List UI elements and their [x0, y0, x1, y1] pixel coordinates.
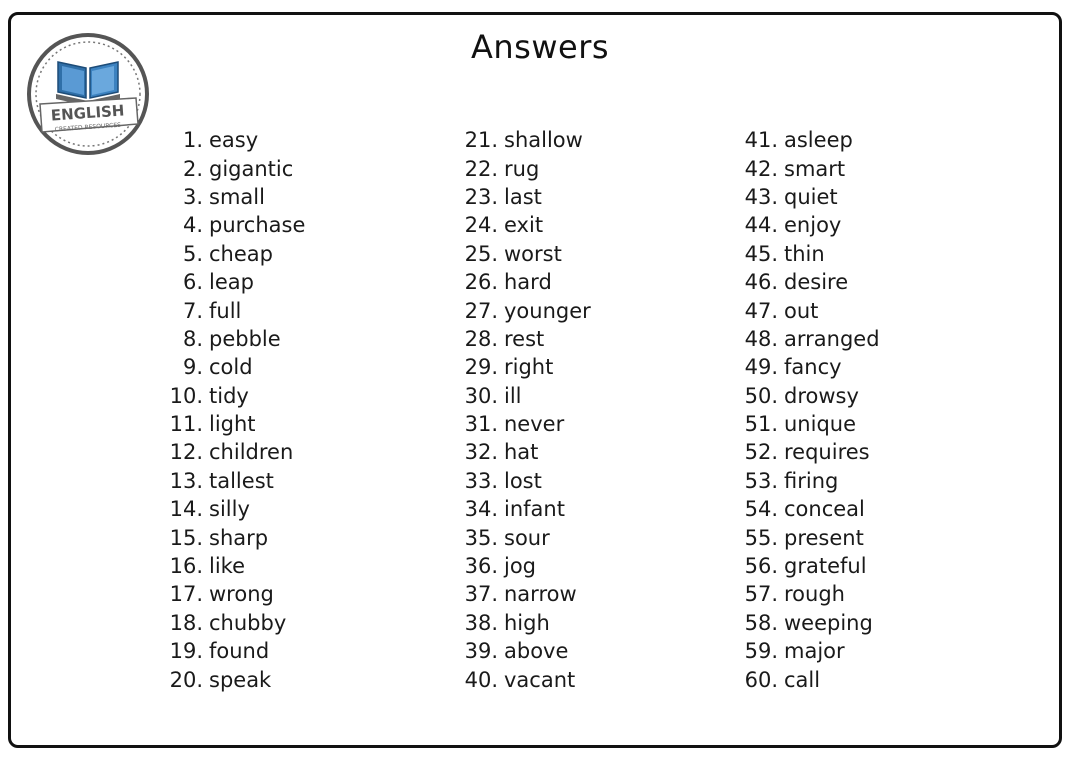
- answer-word: children: [209, 440, 294, 465]
- answer-word: gigantic: [209, 156, 294, 181]
- answer-word: rug: [504, 156, 540, 181]
- logo-text-english: ENGLISH: [50, 101, 125, 125]
- answer-number: 17.: [169, 582, 203, 607]
- logo-text-subtitle: CREATED RESOURCES: [54, 121, 122, 134]
- answer-item: [455, 665, 591, 693]
- answer-word: right: [504, 355, 554, 380]
- answer-number: 14.: [169, 497, 203, 522]
- answer-item: [735, 580, 880, 608]
- answer-word: fancy: [784, 355, 842, 380]
- answer-number: 10.: [169, 383, 203, 408]
- answer-item: [160, 552, 305, 580]
- answer-item: [455, 523, 591, 551]
- answer-number: 57.: [744, 582, 778, 607]
- answer-word: silly: [209, 497, 250, 522]
- answer-word: cold: [209, 355, 253, 380]
- answer-number: 9.: [182, 355, 203, 380]
- answer-word: conceal: [784, 497, 865, 522]
- answer-number: 26.: [464, 270, 498, 295]
- answer-item: [735, 467, 880, 495]
- answer-word: tidy: [209, 383, 249, 408]
- answer-number: 18.: [169, 610, 203, 635]
- answer-number: 29.: [464, 355, 498, 380]
- answer-word: exit: [504, 213, 544, 238]
- answer-number: 35.: [464, 525, 498, 550]
- answer-number: 1.: [182, 128, 203, 153]
- answer-word: found: [209, 639, 270, 664]
- answer-word: vacant: [504, 667, 576, 692]
- answer-item: [735, 296, 880, 324]
- answer-item: [455, 382, 591, 410]
- answer-word: lost: [504, 468, 542, 493]
- answer-word: wrong: [209, 582, 274, 607]
- answer-number: 24.: [464, 213, 498, 238]
- answer-word: like: [209, 554, 246, 579]
- answer-number: 58.: [744, 610, 778, 635]
- answer-number: 36.: [464, 554, 498, 579]
- answer-item: [735, 495, 880, 523]
- answer-item: [160, 325, 305, 353]
- answer-word: rough: [784, 582, 845, 607]
- answer-word: shallow: [504, 128, 583, 153]
- answer-item: [735, 665, 880, 693]
- answer-number: 46.: [744, 270, 778, 295]
- answer-item: [735, 240, 880, 268]
- answer-word: ill: [504, 383, 522, 408]
- answer-number: 15.: [169, 525, 203, 550]
- answers-column-3: [735, 126, 880, 694]
- answer-word: easy: [209, 128, 259, 153]
- answer-number: 4.: [182, 213, 203, 238]
- answer-word: full: [209, 298, 242, 323]
- answer-item: [455, 495, 591, 523]
- answer-number: 30.: [464, 383, 498, 408]
- answer-item: [455, 410, 591, 438]
- answer-word: purchase: [209, 213, 306, 238]
- answer-item: [455, 637, 591, 665]
- answer-item: [735, 609, 880, 637]
- answer-word: desire: [784, 270, 849, 295]
- answer-word: enjoy: [784, 213, 842, 238]
- answer-item: [455, 268, 591, 296]
- answer-word: major: [784, 639, 845, 664]
- answer-word: narrow: [504, 582, 577, 607]
- answer-word: tallest: [209, 468, 274, 493]
- answer-item: [455, 240, 591, 268]
- answer-word: chubby: [209, 610, 287, 635]
- answer-number: 48.: [744, 326, 778, 351]
- answer-item: [455, 296, 591, 324]
- answer-item: [160, 353, 305, 381]
- answer-word: small: [209, 184, 265, 209]
- answer-item: [735, 410, 880, 438]
- answer-item: [160, 154, 305, 182]
- answer-number: 42.: [744, 156, 778, 181]
- answer-word: unique: [784, 412, 857, 437]
- answer-word: hard: [504, 270, 552, 295]
- page-title: Answers: [470, 28, 610, 66]
- answer-number: 21.: [464, 128, 498, 153]
- answer-item: [160, 268, 305, 296]
- answer-number: 44.: [744, 213, 778, 238]
- answer-item: [735, 523, 880, 551]
- answer-number: 7.: [182, 298, 203, 323]
- answer-number: 56.: [744, 554, 778, 579]
- answer-item: [160, 382, 305, 410]
- answer-item: [160, 665, 305, 693]
- answer-item: [160, 637, 305, 665]
- answer-number: 32.: [464, 440, 498, 465]
- answer-number: 53.: [744, 468, 778, 493]
- answer-item: [160, 523, 305, 551]
- answer-number: 49.: [744, 355, 778, 380]
- answer-number: 25.: [464, 241, 498, 266]
- answer-item: [455, 467, 591, 495]
- answer-number: 40.: [464, 667, 498, 692]
- answer-item: [160, 410, 305, 438]
- answer-item: [160, 211, 305, 239]
- answer-word: arranged: [784, 326, 880, 351]
- answer-number: 16.: [169, 554, 203, 579]
- answer-item: [455, 183, 591, 211]
- answer-number: 28.: [464, 326, 498, 351]
- answer-number: 27.: [464, 298, 498, 323]
- answer-number: 31.: [464, 412, 498, 437]
- answer-number: 2.: [182, 156, 203, 181]
- answer-number: 6.: [182, 270, 203, 295]
- answer-item: [160, 580, 305, 608]
- answer-item: [455, 126, 591, 154]
- answer-item: [735, 268, 880, 296]
- answer-word: sour: [504, 525, 550, 550]
- answer-number: 52.: [744, 440, 778, 465]
- answer-word: above: [504, 639, 569, 664]
- answer-item: [455, 580, 591, 608]
- answer-number: 39.: [464, 639, 498, 664]
- answer-word: smart: [784, 156, 846, 181]
- answer-item: [735, 438, 880, 466]
- answer-item: [160, 126, 305, 154]
- answer-number: 41.: [744, 128, 778, 153]
- answer-word: infant: [504, 497, 565, 522]
- answer-number: 19.: [169, 639, 203, 664]
- answer-word: never: [504, 412, 565, 437]
- answer-word: requires: [784, 440, 870, 465]
- answer-number: 50.: [744, 383, 778, 408]
- answer-word: younger: [504, 298, 591, 323]
- answer-item: [160, 438, 305, 466]
- answer-number: 13.: [169, 468, 203, 493]
- answer-number: 60.: [744, 667, 778, 692]
- answer-item: [160, 240, 305, 268]
- answer-item: [455, 353, 591, 381]
- answer-number: 20.: [169, 667, 203, 692]
- answer-number: 59.: [744, 639, 778, 664]
- answer-word: quiet: [784, 184, 838, 209]
- answer-word: drowsy: [784, 383, 859, 408]
- answer-item: [735, 552, 880, 580]
- answer-word: sharp: [209, 525, 269, 550]
- answer-word: thin: [784, 241, 825, 266]
- answer-item: [735, 126, 880, 154]
- answer-item: [160, 495, 305, 523]
- answer-item: [455, 552, 591, 580]
- answer-item: [160, 467, 305, 495]
- answer-word: light: [209, 412, 256, 437]
- answer-item: [735, 353, 880, 381]
- answer-item: [735, 183, 880, 211]
- answer-number: 12.: [169, 440, 203, 465]
- answer-word: hat: [504, 440, 539, 465]
- answer-number: 8.: [182, 326, 203, 351]
- answer-number: 23.: [464, 184, 498, 209]
- answer-word: call: [784, 667, 821, 692]
- answer-number: 38.: [464, 610, 498, 635]
- answer-word: out: [784, 298, 819, 323]
- answer-number: 33.: [464, 468, 498, 493]
- answer-item: [160, 183, 305, 211]
- answer-word: high: [504, 610, 550, 635]
- answer-number: 3.: [182, 184, 203, 209]
- answer-word: worst: [504, 241, 562, 266]
- answer-word: speak: [209, 667, 272, 692]
- answers-column-2: [455, 126, 591, 694]
- answer-number: 45.: [744, 241, 778, 266]
- answer-number: 34.: [464, 497, 498, 522]
- answer-number: 55.: [744, 525, 778, 550]
- answer-item: [160, 296, 305, 324]
- answer-number: 54.: [744, 497, 778, 522]
- answer-number: 37.: [464, 582, 498, 607]
- answer-item: [455, 154, 591, 182]
- answer-item: [735, 637, 880, 665]
- answer-word: cheap: [209, 241, 273, 266]
- answer-word: weeping: [784, 610, 873, 635]
- answer-item: [455, 211, 591, 239]
- answers-column-1: [160, 126, 305, 694]
- answer-item: [455, 609, 591, 637]
- answer-word: pebble: [209, 326, 281, 351]
- answer-item: [735, 154, 880, 182]
- answer-item: [160, 609, 305, 637]
- answer-number: 11.: [169, 412, 203, 437]
- answer-number: 43.: [744, 184, 778, 209]
- answer-number: 22.: [464, 156, 498, 181]
- answer-number: 47.: [744, 298, 778, 323]
- answer-item: [735, 211, 880, 239]
- answer-item: [455, 325, 591, 353]
- answer-word: jog: [504, 554, 537, 579]
- answer-item: [455, 438, 591, 466]
- answer-word: grateful: [784, 554, 867, 579]
- answer-item: [735, 382, 880, 410]
- answer-word: present: [784, 525, 864, 550]
- answer-number: 51.: [744, 412, 778, 437]
- answer-number: 5.: [182, 241, 203, 266]
- answer-word: asleep: [784, 128, 853, 153]
- answer-word: last: [504, 184, 542, 209]
- answer-word: leap: [209, 270, 254, 295]
- answer-word: rest: [504, 326, 545, 351]
- answer-item: [735, 325, 880, 353]
- answer-word: firing: [784, 468, 839, 493]
